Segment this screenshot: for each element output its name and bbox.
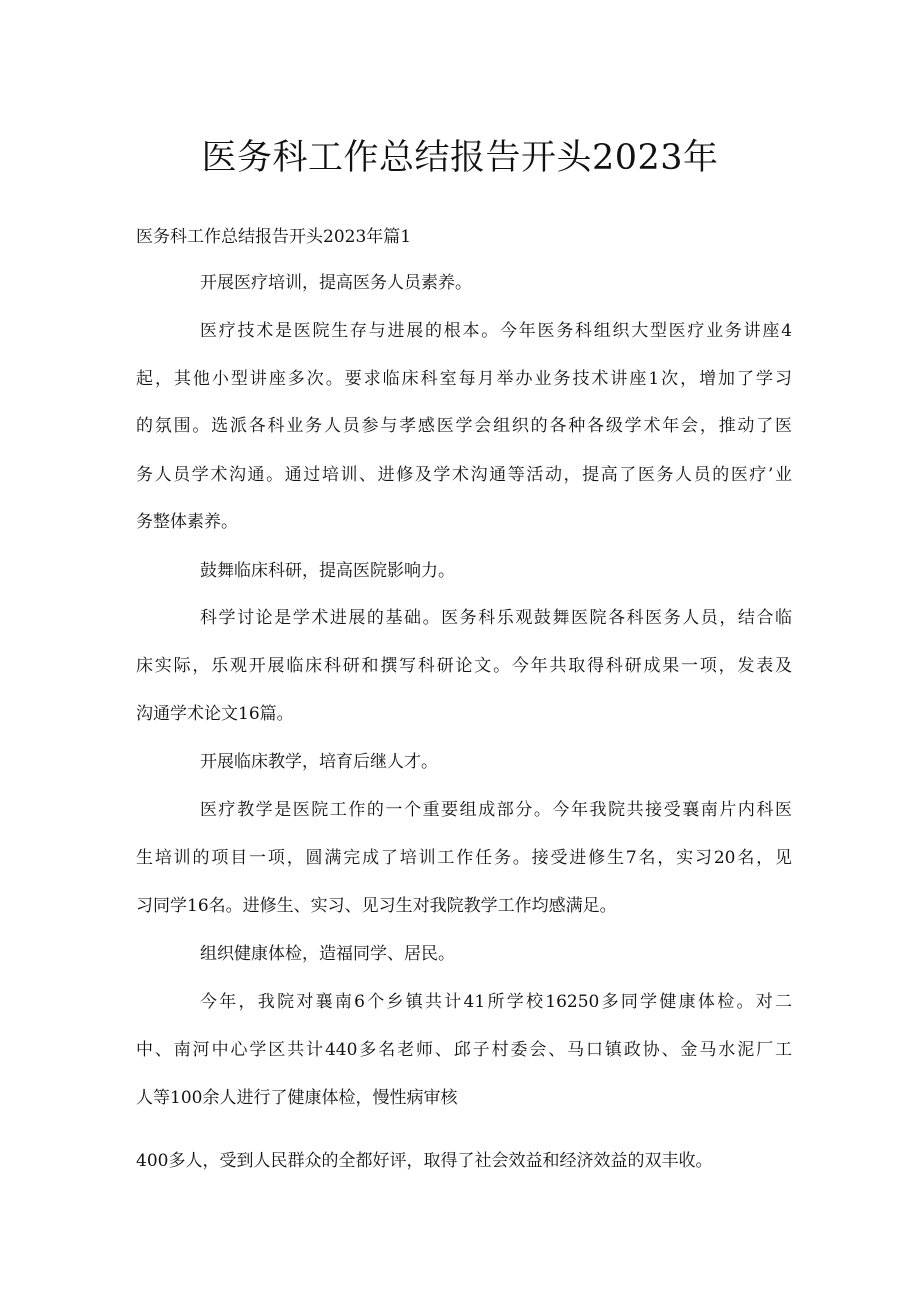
body-line: 的氛围。选派各科业务人员参与孝感医学会组织的各种各级学术年会，推动了医 bbox=[136, 416, 792, 436]
paragraph-heading-checkup: 组织健康体检，造福同学、居民。 bbox=[200, 944, 455, 964]
body-line: 400多人，受到人民群众的全都好评，取得了社会效益和经济效益的双丰收。 bbox=[136, 1151, 713, 1171]
body-line: 生培训的项目一项，圆满完成了培训工作任务。接受进修生7名，实习20名，见 bbox=[136, 848, 792, 868]
section-heading: 医务科工作总结报告开头2023年篇1 bbox=[136, 227, 412, 247]
paragraph-heading-teaching: 开展临床教学，培育后继人才。 bbox=[200, 752, 438, 772]
body-line: 中、南河中心学区共计440多名老师、邱子村委会、马口镇政协、金马水泥厂工 bbox=[136, 1040, 792, 1060]
body-line: 人等100余人进行了健康体检，慢性病审核 bbox=[136, 1088, 458, 1108]
body-line: 务整体素养。 bbox=[136, 512, 238, 532]
body-line: 沟通学术论文16篇。 bbox=[136, 704, 294, 724]
body-line: 医疗技术是医院生存与进展的根本。今年医务科组织大型医疗业务讲座4 bbox=[200, 321, 792, 341]
body-line: 床实际，乐观开展临床科研和撰写科研论文。今年共取得科研成果一项，发表及 bbox=[136, 656, 792, 676]
body-line: 科学讨论是学术进展的基础。医务科乐观鼓舞医院各科医务人员，结合临 bbox=[200, 608, 792, 628]
body-line: 今年，我院对襄南6个乡镇共计41所学校16250多同学健康体检。对二 bbox=[200, 992, 792, 1012]
body-line: 习同学16名。进修生、实习、见习生对我院教学工作均感满足。 bbox=[136, 896, 617, 916]
body-line: 起，其他小型讲座多次。要求临床科室每月举办业务技术讲座1次，增加了学习 bbox=[136, 369, 792, 389]
body-line: 医疗教学是医院工作的一个重要组成部分。今年我院共接受襄南片内科医 bbox=[200, 800, 792, 820]
body-line: 务人员学术沟通。通过培训、进修及学术沟通等活动，提高了医务人员的医疗’业 bbox=[136, 465, 792, 485]
document-title: 医务科工作总结报告开头2023年 bbox=[201, 138, 719, 178]
paragraph-heading-training: 开展医疗培训，提高医务人员素养。 bbox=[200, 273, 472, 293]
paragraph-heading-research: 鼓舞临床科研，提高医院影响力。 bbox=[200, 561, 455, 581]
